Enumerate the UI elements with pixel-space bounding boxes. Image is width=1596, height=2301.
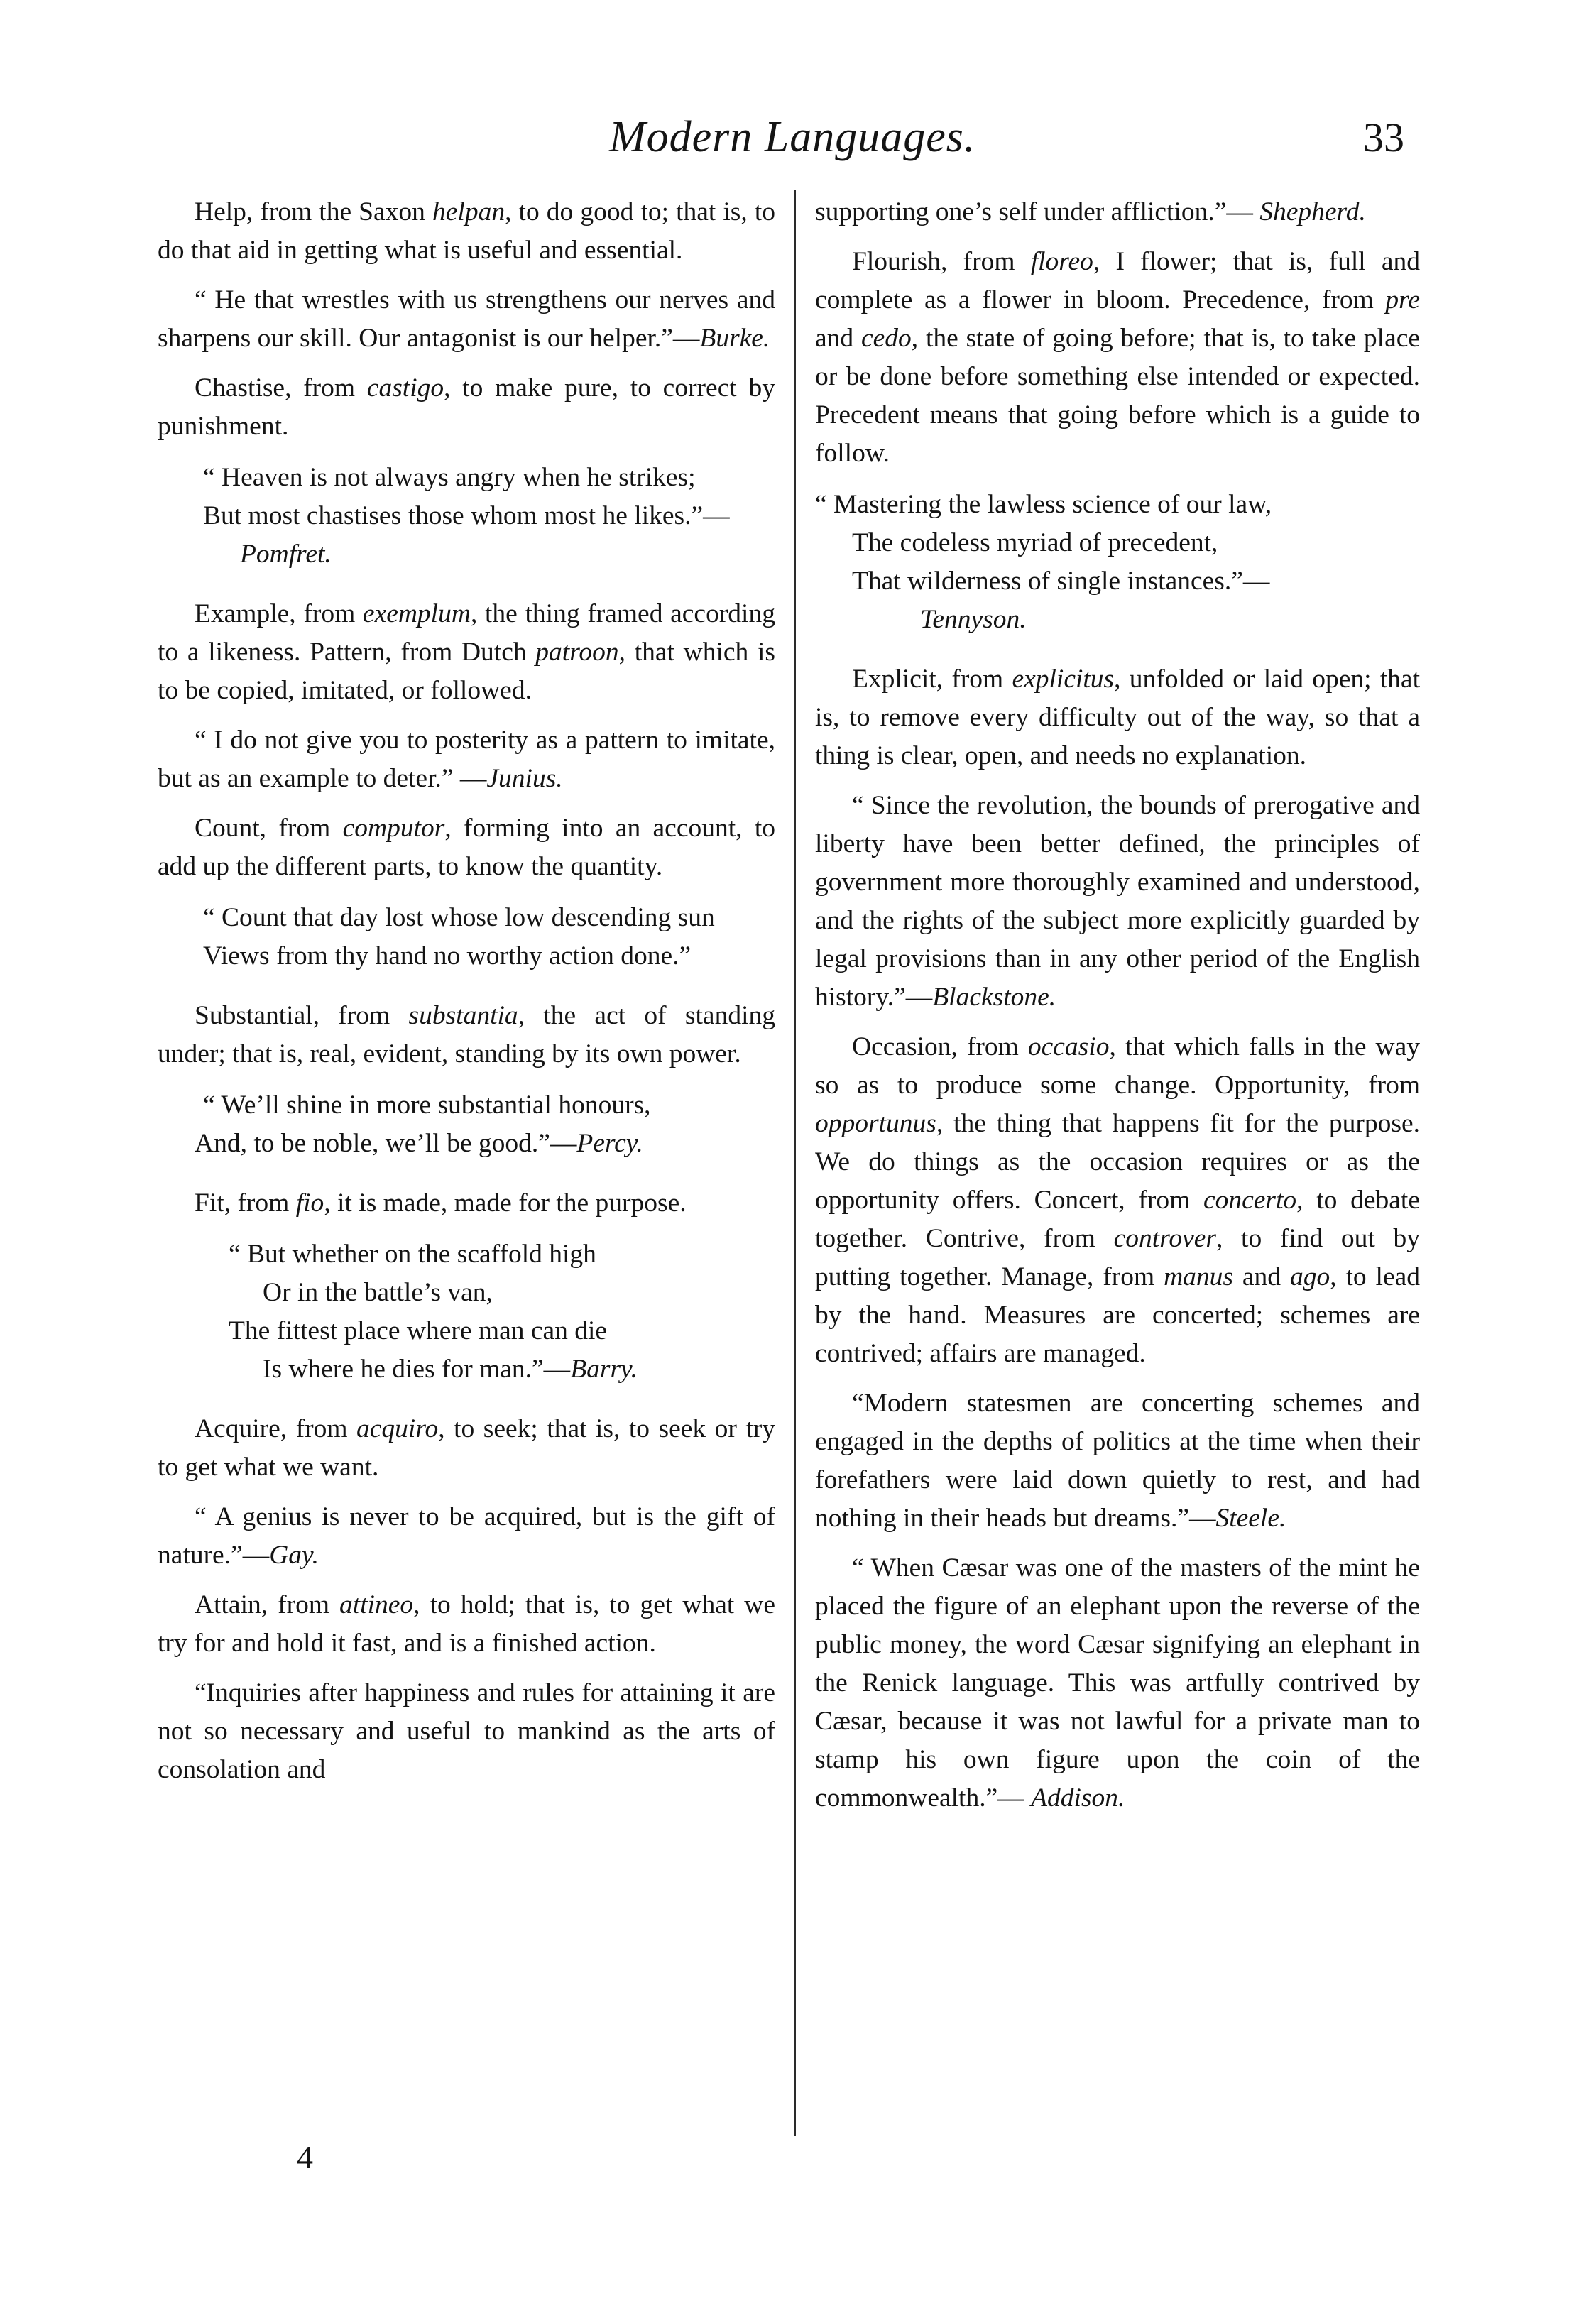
entry-occasion: Occasion, from occasio, that which falls in the way so as to produce some change. Opportunity, from opportunus, the thing that happens fit for the purpose. We do things as the occasion requires or as the opportunity offers. Concert, from concerto, to debate together. Contrive, from controver, to find out by putting together. Manage, from manus and ago, to lead by the hand. Measures are concerted; schemes are contrived; affairs are managed.: [815, 1032, 1420, 1368]
left-column: [158, 193, 775, 1800]
running-title: Modern Languages.: [609, 113, 976, 161]
verse-percy: “ We’ll shine in more substantial honours, And, to be noble, we’ll be good.”—Percy.: [195, 1091, 651, 1158]
entry-flourish: Flourish, from floreo, I flower; that is, full and complete as a flower in bloom. Precedence, from pre and cedo, the state of going before; that is, to take place or be done before something else intended or expected. Precedent means that going before which is a guide to follow.: [815, 247, 1421, 468]
quotation-addison: “ When Cæsar was one of the masters of the mint he placed the figure of an elephant upon the reverse of the public money, the word Cæsar signifying an elephant in the Renick language. This was artfully contrived by Cæsar, because it was not lawful for a private man to stamp his own figure upon the coin of the commonwealth.”— Addison.: [815, 1553, 1420, 1813]
entry-example: Example, from exemplum, the thing framed according to a likeness. Pattern, from Dutch patroon, that which is to be copied, imitated, or followed.: [158, 599, 775, 705]
verse-pomfret: “ Heaven is not always angry when he strikes; But most chastises those whom most he likes.”—Pomfret.: [203, 463, 730, 569]
quotation-steele: “Modern statesmen are concerting schemes and engaged in the depths of politics at the time when their forefathers were laid down quietly to rest, and had nothing in their heads but dreams.”—Steele.: [815, 1389, 1420, 1533]
entry-fit: Fit, from fio, it is made, made for the purpose.: [195, 1188, 687, 1218]
column-divider: [794, 190, 796, 2136]
page-header: [0, 112, 1596, 169]
verse-barry: “ But whether on the scaffold high Or in the battle’s van, The fittest place where man can die Is where he dies for man.”—Barry.: [229, 1240, 638, 1384]
verse-tennyson: “ Mastering the lawless science of our law, The codeless myriad of precedent, That wilderness of single instances.”— Tennyson.: [815, 490, 1272, 634]
quotation-gay: “ A genius is never to be acquired, but is the gift of nature.”—Gay.: [158, 1502, 775, 1570]
entry-acquire: Acquire, from acquiro, to seek; that is, to seek or try to get what we want.: [158, 1414, 775, 1482]
entry-count: Count, from computor, forming into an account, to add up the different parts, to know the quantity.: [158, 814, 775, 881]
quotation-shepherd: supporting one’s self under affliction.”— Shepherd.: [815, 197, 1366, 226]
entry-explicit: Explicit, from explicitus, unfolded or laid open; that is, to remove every difficulty out of the way, so that a thing is clear, open, and needs no explanation.: [815, 665, 1420, 770]
verse-count: “ Count that day lost whose low descending sun Views from thy hand no worthy action done.”: [203, 903, 715, 971]
entry-attain: Attain, from attineo, to hold; that is, to get what we try for and hold it fast, and is a finished action.: [158, 1590, 775, 1658]
page-number: 33: [1363, 114, 1404, 160]
quotation-inquiries: “Inquiries after happiness and rules for attaining it are not so necessary and useful to mankind as the arts of consolation and: [158, 1678, 775, 1784]
quotation-junius: “ I do not give you to posterity as a pattern to imitate, but as an example to deter.” —Junius.: [158, 726, 775, 793]
entry-chastise: Chastise, from castigo, to make pure, to correct by punishment.: [158, 373, 775, 441]
quotation-burke: “ He that wrestles with us strengthens our nerves and sharpens our skill. Our antagonist is our helper.”—Burke.: [158, 285, 775, 353]
right-column: [815, 193, 1420, 1829]
signature-mark: 4: [297, 2139, 313, 2175]
entry-substantial: Substantial, from substantia, the act of standing under; that is, real, evident, standing by its own power.: [158, 1001, 775, 1068]
entry-help: Help, from the Saxon helpan, to do good to; that is, to do that aid in getting what is useful and essential.: [158, 197, 775, 265]
quotation-blackstone: “ Since the revolution, the bounds of prerogative and liberty have been better defined, the principles of government more thoroughly examined and understood, and the rights of the subject more explicitly guarded by legal provisions than in any other period of the English history.”—Blackstone.: [815, 791, 1420, 1012]
